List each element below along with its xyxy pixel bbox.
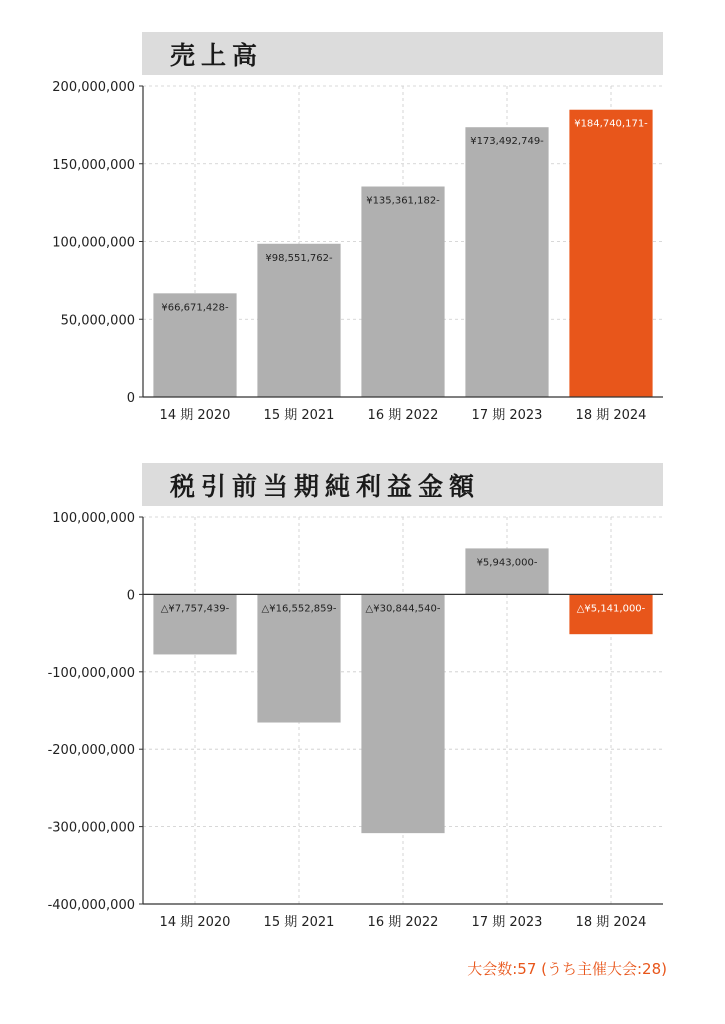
tournament-count-note: 大会数:57 (うち主催大会:28) (467, 960, 667, 978)
sales-bar (465, 127, 548, 397)
income-data-label: △¥7,757,439- (160, 603, 230, 615)
income-category-label: 16 期 2022 (367, 915, 439, 930)
income-ytick-label: -400,000,000 (47, 898, 135, 913)
income-data-label: ¥5,943,000- (476, 557, 538, 569)
sales-bar (361, 187, 444, 397)
sales-category-label: 14 期 2020 (159, 408, 231, 423)
sales-data-label: ¥66,671,428- (161, 302, 229, 314)
sales-ytick-label: 0 (126, 391, 135, 406)
income-ytick-label: 0 (126, 588, 135, 604)
sales-ytick-label: 200,000,000 (52, 80, 135, 95)
income-category-label: 15 期 2021 (263, 915, 335, 930)
chart2-title: 税引前当期純利益金額 (170, 472, 481, 501)
income-data-label: △¥30,844,540- (365, 603, 441, 615)
income-ytick-label: -200,000,000 (47, 743, 135, 759)
sales-ytick-label: 100,000,000 (52, 235, 135, 251)
income-category-label: 18 期 2024 (575, 915, 647, 930)
income-ytick-label: -100,000,000 (47, 665, 135, 681)
sales-ytick-label: 50,000,000 (60, 313, 135, 329)
chart1-title: 売上高 (170, 41, 264, 70)
sales-data-label: ¥98,551,762- (265, 252, 333, 264)
sales-category-label: 16 期 2022 (367, 408, 439, 423)
income-ytick-label: -300,000,000 (47, 820, 135, 836)
income-bar (361, 594, 444, 833)
sales-bar (257, 244, 340, 397)
sales-bar (569, 110, 652, 397)
sales-data-label: ¥173,492,749- (470, 136, 544, 148)
income-category-label: 17 期 2023 (471, 915, 543, 930)
income-category-label: 14 期 2020 (159, 915, 231, 930)
income-ytick-label: 100,000,000 (52, 511, 135, 526)
sales-category-label: 15 期 2021 (263, 408, 335, 423)
sales-category-label: 18 期 2024 (575, 408, 647, 423)
sales-ytick-label: 150,000,000 (52, 157, 135, 173)
sales-category-label: 17 期 2023 (471, 408, 543, 423)
pretax-income-chart (0, 440, 725, 940)
sales-data-label: ¥184,740,171- (574, 118, 648, 130)
sales-chart (0, 0, 725, 440)
sales-data-label: ¥135,361,182- (366, 195, 440, 207)
income-data-label: △¥5,141,000- (576, 603, 646, 615)
income-data-label: △¥16,552,859- (261, 603, 337, 615)
income-bar (465, 548, 548, 594)
